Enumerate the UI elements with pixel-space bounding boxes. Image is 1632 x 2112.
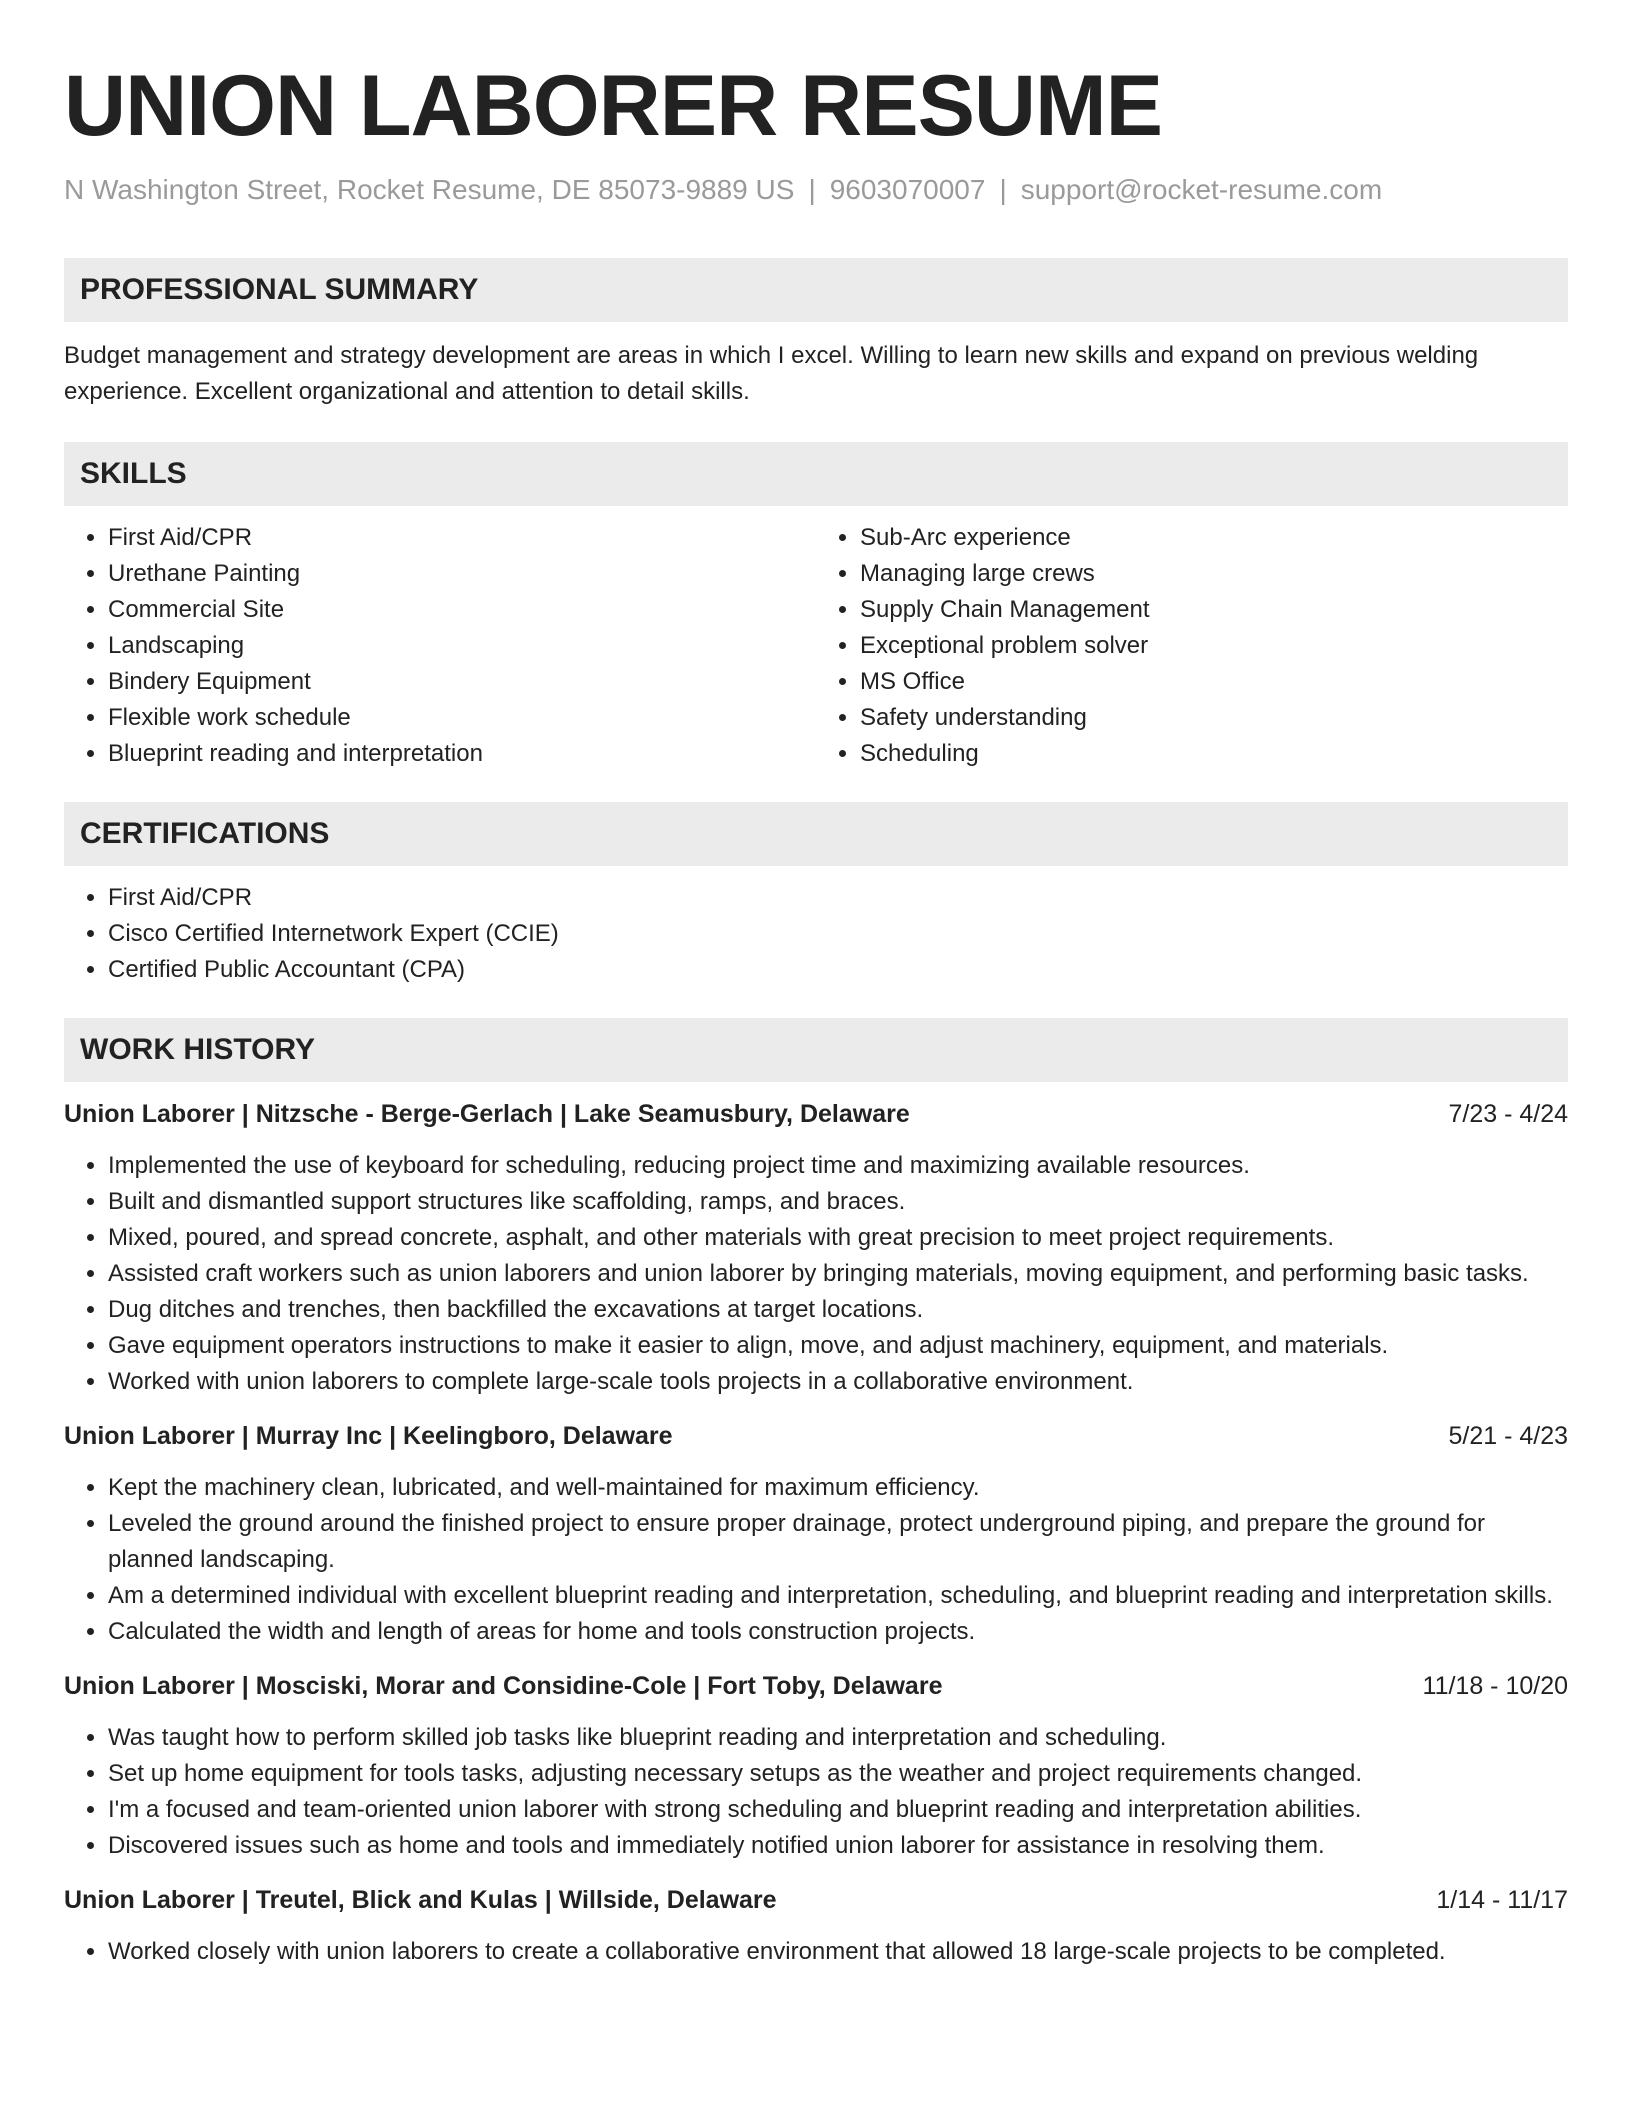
contact-line xyxy=(64,170,1568,210)
skill-item: • MS Office xyxy=(860,664,1568,700)
skill-item: • Commercial Site xyxy=(108,592,816,628)
job-bullet: • Set up home equipment for tools tasks, adjusting necessary setups as the weather and project requirements changed. xyxy=(108,1756,1568,1792)
job-bullets xyxy=(64,1934,1568,1970)
job-bullets xyxy=(64,1470,1568,1650)
skill-item: • Exceptional problem solver xyxy=(860,628,1568,664)
job-bullet: • Mixed, poured, and spread concrete, asphalt, and other materials with great precision to meet project requirements. xyxy=(108,1220,1568,1256)
resume-title: UNION LABORER RESUME xyxy=(64,58,1163,154)
skills-columns xyxy=(64,520,1568,772)
job-header xyxy=(64,1668,1568,1704)
job-bullet: • Dug ditches and trenches, then backfilled the excavations at target locations. xyxy=(108,1292,1568,1328)
job-bullet: • Assisted craft workers such as union laborers and union laborer by bringing materials, moving equipment, and performing basic tasks. xyxy=(108,1256,1568,1292)
job-entry xyxy=(64,1882,1568,1970)
job-bullets xyxy=(64,1148,1568,1400)
contact-separator: | xyxy=(808,174,816,205)
skill-item: • Managing large crews xyxy=(860,556,1568,592)
skill-item: • Landscaping xyxy=(108,628,816,664)
job-dates: 1/14 - 11/17 xyxy=(1436,1886,1568,1914)
job-bullet: • Kept the machinery clean, lubricated, and well-maintained for maximum efficiency. xyxy=(108,1470,1568,1506)
job-header xyxy=(64,1096,1568,1132)
job-bullet: • Gave equipment operators instructions to make it easier to align, move, and adjust machinery, equipment, and materials. xyxy=(108,1328,1568,1364)
contact-address: N Washington Street, Rocket Resume, DE 85073-9889 US xyxy=(64,174,795,205)
job-entry xyxy=(64,1668,1568,1864)
certification-item: • Cisco Certified Internetwork Expert (CCIE) xyxy=(108,916,1568,952)
job-title: Union Laborer | Murray Inc | Keelingboro, Delaware xyxy=(64,1422,673,1450)
job-bullet: • Leveled the ground around the finished project to ensure proper drainage, protect underground piping, and prepare the ground for planned landscaping. xyxy=(108,1506,1568,1578)
work-history-heading: WORK HISTORY xyxy=(64,1018,1568,1082)
job-entry xyxy=(64,1096,1568,1400)
skill-item: • Safety understanding xyxy=(860,700,1568,736)
job-dates: 5/21 - 4/23 xyxy=(1448,1422,1568,1450)
skills-heading: SKILLS xyxy=(64,442,1568,506)
skill-item: • Blueprint reading and interpretation xyxy=(108,736,816,772)
contact-separator: | xyxy=(999,174,1007,205)
certification-item: • Certified Public Accountant (CPA) xyxy=(108,952,1568,988)
job-bullet: • Implemented the use of keyboard for scheduling, reducing project time and maximizing available resources. xyxy=(108,1148,1568,1184)
job-bullet: • Am a determined individual with excellent blueprint reading and interpretation, scheduling, and blueprint reading and interpretation skills. xyxy=(108,1578,1568,1614)
summary-text: Budget management and strategy development are areas in which I excel. Willing to learn new skills and expand on previous welding experience. Excellent organizational and attention to detail skills. xyxy=(64,342,1479,405)
job-bullet: • Was taught how to perform skilled job tasks like blueprint reading and interpretation and scheduling. xyxy=(108,1720,1568,1756)
summary-section xyxy=(64,258,1568,410)
skill-item: • Flexible work schedule xyxy=(108,700,816,736)
skill-item: • Sub-Arc experience xyxy=(860,520,1568,556)
job-title: Union Laborer | Nitzsche - Berge-Gerlach | Lake Seamusbury, Delaware xyxy=(64,1100,910,1128)
job-entry xyxy=(64,1418,1568,1650)
skill-item: • First Aid/CPR xyxy=(108,520,816,556)
summary-heading: PROFESSIONAL SUMMARY xyxy=(64,258,1568,322)
job-bullet: • Calculated the width and length of areas for home and tools construction projects. xyxy=(108,1614,1568,1650)
job-bullets xyxy=(64,1720,1568,1864)
skills-right-list xyxy=(816,520,1568,772)
certifications-list xyxy=(64,880,1568,988)
job-bullet: • Discovered issues such as home and tools and immediately notified union laborer for assistance in resolving them. xyxy=(108,1828,1568,1864)
skill-item: • Scheduling xyxy=(860,736,1568,772)
job-title: Union Laborer | Mosciski, Morar and Considine-Cole | Fort Toby, Delaware xyxy=(64,1672,943,1700)
contact-phone: 9603070007 xyxy=(829,174,986,205)
skill-item: • Supply Chain Management xyxy=(860,592,1568,628)
skills-left-list xyxy=(64,520,816,772)
job-header xyxy=(64,1418,1568,1454)
contact-email[interactable]: support@rocket-resume.com xyxy=(1020,174,1383,205)
certifications-section xyxy=(64,802,1568,988)
job-dates: 11/18 - 10/20 xyxy=(1422,1672,1568,1700)
job-dates: 7/23 - 4/24 xyxy=(1448,1100,1568,1128)
job-bullet: • Built and dismantled support structures like scaffolding, ramps, and braces. xyxy=(108,1184,1568,1220)
certifications-heading: CERTIFICATIONS xyxy=(64,802,1568,866)
skill-item: • Bindery Equipment xyxy=(108,664,816,700)
job-bullet: • Worked closely with union laborers to create a collaborative environment that allowed 18 large-scale projects to be completed. xyxy=(108,1934,1568,1970)
skills-section xyxy=(64,442,1568,772)
certifications-list-wrap xyxy=(64,880,1568,988)
skill-item: • Urethane Painting xyxy=(108,556,816,592)
certification-item: • First Aid/CPR xyxy=(108,880,1568,916)
job-title: Union Laborer | Treutel, Blick and Kulas | Willside, Delaware xyxy=(64,1886,777,1914)
job-bullet: • I'm a focused and team-oriented union laborer with strong scheduling and blueprint reading and interpretation abilities. xyxy=(108,1792,1568,1828)
job-bullet: • Worked with union laborers to complete large-scale tools projects in a collaborative environment. xyxy=(108,1364,1568,1400)
job-header xyxy=(64,1882,1568,1918)
work-history-section xyxy=(64,1018,1568,1970)
